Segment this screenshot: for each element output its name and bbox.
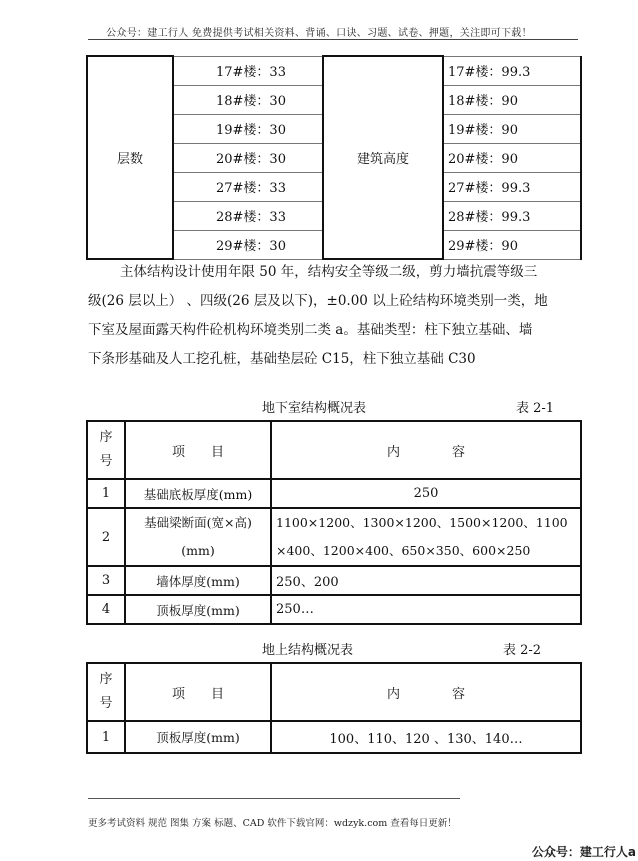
paragraph-line: 级(26 层以上） 、四级(26 层及以下)，±0.00 以上砼结构环境类别一类，地 [88, 293, 548, 309]
row-item: 墙体厚度(mm) [125, 566, 271, 595]
floors-value: 27#楼：33 [173, 172, 323, 201]
row-content-line: ×400、1200×400、650×350、600×250 [276, 543, 531, 558]
header-number [87, 663, 125, 721]
building-table [86, 55, 582, 260]
row-number: 1 [87, 479, 125, 508]
height-value: 27#楼：99.3 [443, 172, 581, 201]
header-item: 项 目 [125, 421, 271, 479]
row-content-line: 1100×1200、1300×1200、1500×1200、1100 [276, 515, 568, 530]
above-ground-structure-table [86, 662, 582, 754]
height-value: 19#楼：90 [443, 114, 581, 143]
floors-value: 20#楼：30 [173, 143, 323, 172]
header-number-1: 序 [99, 430, 113, 445]
table3-number: 表 2-2 [503, 643, 542, 658]
table2-number: 表 2-1 [516, 401, 555, 416]
row-item [125, 508, 271, 566]
row-number: 1 [87, 721, 125, 753]
row-item-line: (mm) [181, 543, 215, 558]
header-divider [88, 39, 578, 40]
table2-title: 地下室结构概况表 [262, 401, 367, 416]
basement-structure-table [86, 420, 582, 625]
height-value: 29#楼：90 [443, 230, 581, 259]
floors-label: 层数 [87, 56, 173, 259]
row-number: 3 [87, 566, 125, 595]
page-footer: 更多考试资料 规范 图集 方案 标题、CAD 软件下载官网：wdzyk.com 查看每日更新！ [88, 818, 457, 829]
header-content: 内 容 [271, 663, 581, 721]
row-content: 250… [271, 595, 581, 624]
row-item-line: 基础梁断面(宽×高) [144, 515, 252, 530]
row-item: 顶板厚度(mm) [125, 721, 271, 753]
row-content [271, 508, 581, 566]
floors-value: 18#楼：30 [173, 85, 323, 114]
paragraph-line: 下条形基础及人工挖孔桩，基础垫层砼 C15，柱下独立基础 C30 [88, 351, 476, 367]
header-number [87, 421, 125, 479]
height-label: 建筑高度 [323, 56, 443, 259]
floors-value: 19#楼：30 [173, 114, 323, 143]
watermark-text: 公众号：建工行人a [531, 845, 636, 859]
header-content: 内 容 [271, 421, 581, 479]
row-content: 250 [271, 479, 581, 508]
height-value: 28#楼：99.3 [443, 201, 581, 230]
height-value: 17#楼：99.3 [443, 56, 581, 85]
height-value: 18#楼：90 [443, 85, 581, 114]
footer-divider [88, 798, 460, 799]
row-content: 250、200 [271, 566, 581, 595]
row-item: 基础底板厚度(mm) [125, 479, 271, 508]
floors-value: 29#楼：30 [173, 230, 323, 259]
header-number-1: 序 [99, 672, 113, 687]
header-number-2: 号 [99, 454, 113, 469]
page-header: 公众号：建工行人 免费提供考试相关资料、背诵、口诀、习题、试卷、押题，关注即可下载！ [106, 28, 532, 39]
row-number: 4 [87, 595, 125, 624]
row-number: 2 [87, 508, 125, 566]
paragraph-line: 主体结构设计使用年限 50 年，结构安全等级二级，剪力墙抗震等级三 [120, 264, 538, 280]
floors-value: 28#楼：33 [173, 201, 323, 230]
row-content: 100、110、120 、130、140… [271, 721, 581, 753]
height-value: 20#楼：90 [443, 143, 581, 172]
header-item: 项 目 [125, 663, 271, 721]
paragraph-line: 下室及屋面露天构件砼机构环境类别二类 a。基础类型：柱下独立基础、墙 [88, 322, 533, 338]
row-item: 顶板厚度(mm) [125, 595, 271, 624]
table3-title: 地上结构概况表 [262, 643, 354, 658]
floors-value: 17#楼：33 [173, 56, 323, 85]
header-number-2: 号 [99, 696, 113, 711]
structure-paragraph [88, 258, 588, 287]
